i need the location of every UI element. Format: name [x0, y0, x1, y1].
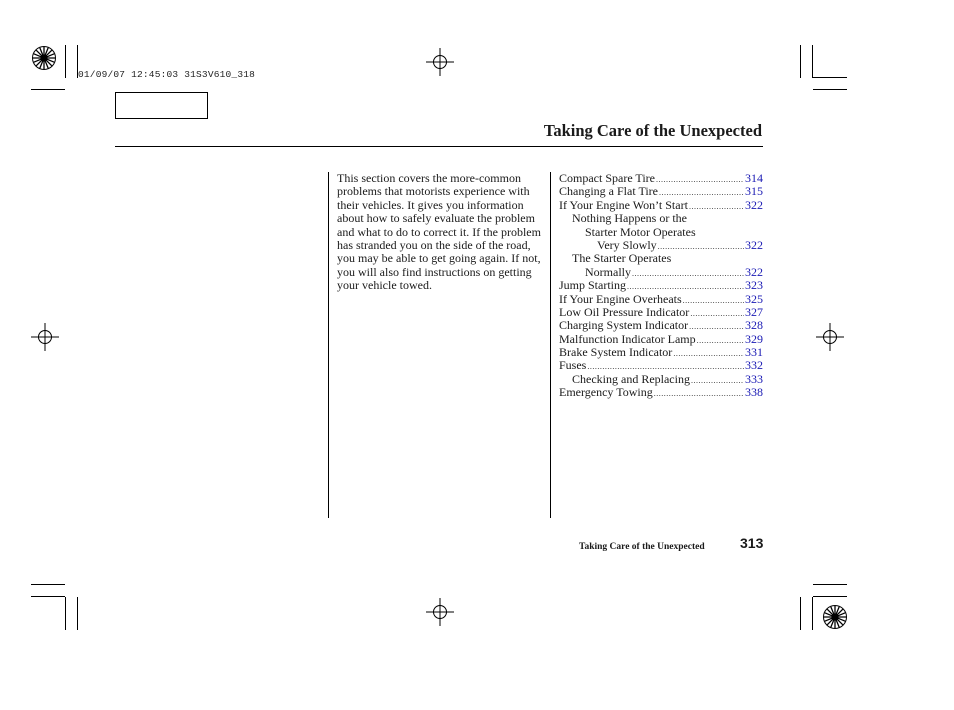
toc-item-checking-replacing[interactable]: Checking and Replacing ..... 333: [559, 373, 763, 386]
toc-page-link[interactable]: 315: [745, 184, 763, 199]
toc-item-malfunction-lamp[interactable]: Malfunction Indicator Lamp ..... 329: [559, 333, 763, 346]
toc-item-low-oil-pressure[interactable]: Low Oil Pressure Indicator ..... 327: [559, 306, 763, 319]
toc-page-link[interactable]: 322: [745, 264, 763, 279]
leader-dots: [697, 334, 744, 347]
leader-dots: [673, 347, 744, 360]
toc-page-link[interactable]: 333: [745, 371, 763, 386]
toc-page-link[interactable]: 338: [745, 385, 763, 400]
toc-page-link[interactable]: 322: [745, 237, 763, 252]
toc-page-link[interactable]: 323: [745, 278, 763, 293]
registration-crosshair-icon: [816, 323, 844, 351]
print-info: 01/09/07 12:45:03 31S3V610_318: [78, 69, 256, 80]
registration-sunburst-icon: [31, 45, 57, 71]
toc-page-link[interactable]: 314: [745, 171, 763, 185]
leader-dots: [683, 294, 744, 307]
toc-item-starter-normally[interactable]: Normally ..... 322: [559, 266, 763, 279]
column-divider-left: [328, 172, 329, 518]
toc-item-charging-system[interactable]: Charging System Indicator ..... 328: [559, 319, 763, 332]
registration-crosshair-icon: [31, 323, 59, 351]
leader-dots: [690, 307, 744, 320]
toc-item-engine-wont-start[interactable]: If Your Engine Won’t Start ..... 322: [559, 199, 763, 212]
toc-item-emergency-towing[interactable]: Emergency Towing ..... 338: [559, 386, 763, 399]
toc-page-link[interactable]: 325: [745, 291, 763, 306]
section-title: Taking Care of the Unexpected: [543, 121, 762, 140]
toc-item-brake-system[interactable]: Brake System Indicator ..... 331: [559, 346, 763, 359]
leader-dots: [691, 374, 744, 387]
leader-dots: [689, 320, 744, 333]
section-contents: [559, 172, 763, 400]
registration-crosshair-icon: [426, 48, 454, 76]
toc-item-changing-flat-tire[interactable]: Changing a Flat Tire ..... 315: [559, 185, 763, 198]
intro-paragraph: This section covers the more-common problems that motorists experience with their vehicles. It gives you information about how to safely evaluate the problem and what to do to correct it. If the problem has stranded you on the side of the road, you may be able to get going again. If not, you will also find instructions on getting your vehicle towed.: [337, 171, 541, 293]
leader-dots: [689, 200, 744, 213]
toc-item-starter-very-slowly[interactable]: Very Slowly ..... 322: [559, 239, 763, 252]
section-tab-box: [115, 92, 208, 119]
toc-item-compact-spare-tire[interactable]: Compact Spare Tire ..... 314: [559, 172, 763, 185]
page-number: 313: [740, 535, 764, 551]
toc-item-engine-overheats[interactable]: If Your Engine Overheats ..... 325: [559, 293, 763, 306]
intro-column: [337, 172, 545, 293]
toc-page-link[interactable]: 322: [745, 197, 763, 212]
toc-item-fuses[interactable]: Fuses ..... 332: [559, 359, 763, 372]
toc-subitem-line: Nothing Happens or the: [572, 211, 687, 226]
leader-dots: [656, 173, 744, 186]
toc-item-jump-starting[interactable]: Jump Starting ..... 323: [559, 279, 763, 292]
toc-page-link[interactable]: 327: [745, 304, 763, 319]
leader-dots: [654, 387, 744, 400]
column-divider-right: [550, 172, 551, 518]
toc-page-link[interactable]: 329: [745, 331, 763, 346]
footer-section-label: Taking Care of the Unexpected: [579, 542, 705, 552]
registration-sunburst-icon: [822, 604, 848, 630]
toc-page-link[interactable]: 328: [745, 318, 763, 333]
registration-crosshair-icon: [426, 598, 454, 626]
toc-page-link[interactable]: 331: [745, 345, 763, 360]
leader-dots: [632, 267, 744, 280]
toc-page-link[interactable]: 332: [745, 358, 763, 373]
toc-subitem-line: Starter Motor Operates: [585, 224, 696, 239]
toc-subitem-line: The Starter Operates: [572, 251, 672, 266]
title-rule: [115, 146, 763, 147]
